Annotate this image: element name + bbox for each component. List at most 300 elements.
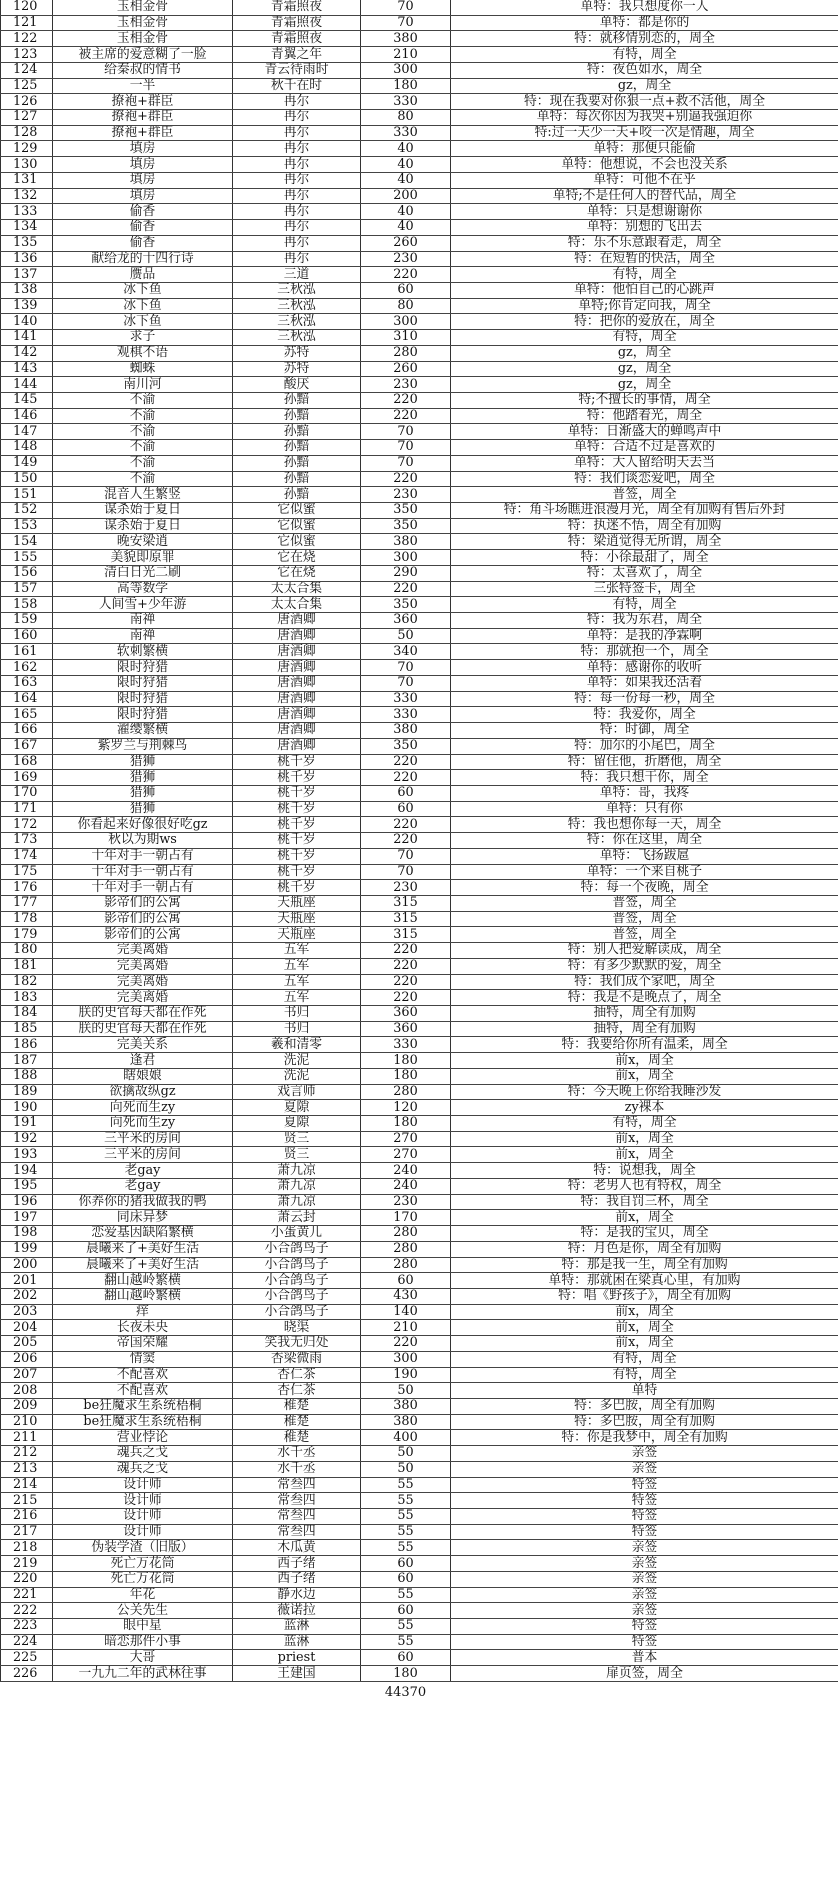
table-row — [1, 1131, 838, 1147]
book-title-cell: 暗恋那件小事 — [53, 1634, 233, 1650]
row-number-cell: 141 — [1, 330, 53, 346]
author-cell: 三秋泓 — [233, 282, 361, 298]
notes-cell: 前x，周全 — [451, 1147, 838, 1163]
row-number-cell: 206 — [1, 1351, 53, 1367]
author-cell: 苏特 — [233, 361, 361, 377]
author-cell: 萧九凉 — [233, 1178, 361, 1194]
table-row — [1, 848, 838, 864]
row-number-cell: 225 — [1, 1650, 53, 1666]
notes-cell: 特：在短暂的快活，周全 — [451, 251, 838, 267]
price-cell: 50 — [361, 628, 451, 644]
notes-cell: 单特：那就困在梁真心里，有加购 — [451, 1273, 838, 1289]
author-cell: 蓝淋 — [233, 1619, 361, 1635]
notes-cell: 单特：他怕自己的心跳声 — [451, 282, 838, 298]
table-row — [1, 1398, 838, 1414]
book-title-cell: 逢君 — [53, 1053, 233, 1069]
table-row — [1, 204, 838, 220]
notes-cell: 特：每一个夜晚，周全 — [451, 880, 838, 896]
notes-cell: 特：是我的宝贝，周全 — [451, 1226, 838, 1242]
row-number-cell: 180 — [1, 943, 53, 959]
table-row — [1, 1006, 838, 1022]
book-title-cell: 十年对手一朝占有 — [53, 848, 233, 864]
author-cell: 酸厌 — [233, 377, 361, 393]
table-row — [1, 754, 838, 770]
row-number-cell: 169 — [1, 770, 53, 786]
notes-cell: 前x，周全 — [451, 1336, 838, 1352]
table-row — [1, 738, 838, 754]
book-title-cell: 献给龙的十四行诗 — [53, 251, 233, 267]
book-title-cell: 赝品 — [53, 267, 233, 283]
price-cell: 190 — [361, 1367, 451, 1383]
table-row — [1, 125, 838, 141]
row-number-cell: 189 — [1, 1084, 53, 1100]
author-cell: 唐酒卿 — [233, 613, 361, 629]
author-cell: 三秋泓 — [233, 314, 361, 330]
price-cell: 70 — [361, 15, 451, 31]
notes-cell: 亲签 — [451, 1556, 838, 1572]
row-number-cell: 199 — [1, 1241, 53, 1257]
table-row — [1, 895, 838, 911]
author-cell: 小合鸽鸟子 — [233, 1304, 361, 1320]
notes-cell: 普签，周全 — [451, 487, 838, 503]
table-row — [1, 251, 838, 267]
price-cell: 60 — [361, 1603, 451, 1619]
price-cell: 230 — [361, 251, 451, 267]
price-cell: 55 — [361, 1509, 451, 1525]
book-title-cell: 填房 — [53, 141, 233, 157]
author-cell: 青霜照夜 — [233, 31, 361, 47]
table-row — [1, 911, 838, 927]
notes-cell: 特：梁逍觉得无所谓，周全 — [451, 534, 838, 550]
row-number-cell: 210 — [1, 1414, 53, 1430]
table-row — [1, 785, 838, 801]
author-cell: 晓渠 — [233, 1320, 361, 1336]
price-cell: 220 — [361, 267, 451, 283]
author-cell: 青云待雨时 — [233, 62, 361, 78]
notes-cell: 单特：只是想谢谢你 — [451, 204, 838, 220]
price-cell: 220 — [361, 754, 451, 770]
author-cell: 常叁四 — [233, 1524, 361, 1540]
notes-cell: 有特，周全 — [451, 267, 838, 283]
notes-cell: 抽特，周全有加购 — [451, 1006, 838, 1022]
table-row — [1, 644, 838, 660]
author-cell: 常叁四 — [233, 1509, 361, 1525]
notes-cell: 单特;不是任何人的替代品，周全 — [451, 188, 838, 204]
table-row — [1, 1037, 838, 1053]
book-title-cell: 填房 — [53, 188, 233, 204]
price-cell: 55 — [361, 1634, 451, 1650]
author-cell: 它似蜜 — [233, 518, 361, 534]
notes-cell: 亲签 — [451, 1461, 838, 1477]
price-cell: 240 — [361, 1178, 451, 1194]
notes-cell: 前x，周全 — [451, 1131, 838, 1147]
author-cell: 天瓶座 — [233, 911, 361, 927]
price-cell: 70 — [361, 440, 451, 456]
table-row — [1, 1367, 838, 1383]
row-number-cell: 202 — [1, 1288, 53, 1304]
book-title-cell: 欲擒故纵gz — [53, 1084, 233, 1100]
book-title-cell: 不配喜欢 — [53, 1367, 233, 1383]
row-number-cell: 172 — [1, 817, 53, 833]
row-number-cell: 166 — [1, 723, 53, 739]
notes-cell: 亲签 — [451, 1446, 838, 1462]
price-cell: 380 — [361, 1398, 451, 1414]
table-row — [1, 1053, 838, 1069]
notes-cell: 单特 — [451, 1383, 838, 1399]
table-row — [1, 1100, 838, 1116]
price-cell: 270 — [361, 1147, 451, 1163]
row-number-cell: 140 — [1, 314, 53, 330]
table-row — [1, 1571, 838, 1587]
author-cell: 桃千岁 — [233, 880, 361, 896]
book-title-cell: 不配喜欢 — [53, 1383, 233, 1399]
price-cell: 50 — [361, 1461, 451, 1477]
book-title-cell: 清白日光二刷 — [53, 565, 233, 581]
row-number-cell: 173 — [1, 833, 53, 849]
table-row — [1, 1336, 838, 1352]
row-number-cell: 164 — [1, 691, 53, 707]
total-row — [1, 1681, 838, 1704]
row-number-cell: 182 — [1, 974, 53, 990]
table-row — [1, 958, 838, 974]
author-cell: 唐酒卿 — [233, 707, 361, 723]
table-row — [1, 1178, 838, 1194]
book-title-cell: 年花 — [53, 1587, 233, 1603]
price-cell: 50 — [361, 1383, 451, 1399]
author-cell: 冉尔 — [233, 125, 361, 141]
notes-cell: 有特，周全 — [451, 597, 838, 613]
book-title-cell: 求子 — [53, 330, 233, 346]
price-cell: 315 — [361, 895, 451, 911]
notes-cell: zy裸本 — [451, 1100, 838, 1116]
table-row — [1, 110, 838, 126]
row-number-cell: 144 — [1, 377, 53, 393]
table-row — [1, 1163, 838, 1179]
author-cell: 冉尔 — [233, 110, 361, 126]
price-cell: 210 — [361, 47, 451, 63]
table-row — [1, 628, 838, 644]
price-cell: 210 — [361, 1320, 451, 1336]
notes-cell: 特：我爱你，周全 — [451, 707, 838, 723]
book-title-cell: 你养你的猪我做我的鸭 — [53, 1194, 233, 1210]
table-body — [1, 0, 838, 1681]
author-cell: 稚楚 — [233, 1414, 361, 1430]
table-row — [1, 1587, 838, 1603]
notes-cell: 单特：可他不在乎 — [451, 172, 838, 188]
price-cell: 380 — [361, 1414, 451, 1430]
author-cell: 书归 — [233, 1021, 361, 1037]
row-number-cell: 148 — [1, 440, 53, 456]
book-title-cell: 晚安梁逍 — [53, 534, 233, 550]
price-cell: 180 — [361, 1666, 451, 1682]
author-cell: 它似蜜 — [233, 534, 361, 550]
notes-cell: 前x，周全 — [451, 1320, 838, 1336]
book-title-cell: 完美离婚 — [53, 958, 233, 974]
book-title-cell: 三平米的房间 — [53, 1147, 233, 1163]
table-row — [1, 1634, 838, 1650]
row-number-cell: 187 — [1, 1053, 53, 1069]
notes-cell: 特：我自罚三杯，周全 — [451, 1194, 838, 1210]
author-cell: 洗泥 — [233, 1068, 361, 1084]
row-number-cell: 168 — [1, 754, 53, 770]
book-title-cell: 猎狮 — [53, 801, 233, 817]
book-title-cell: 大哥 — [53, 1650, 233, 1666]
price-cell: 55 — [361, 1587, 451, 1603]
book-title-cell: 完美离婚 — [53, 990, 233, 1006]
table-row — [1, 1320, 838, 1336]
author-cell: 洗泥 — [233, 1053, 361, 1069]
author-cell: 冉尔 — [233, 141, 361, 157]
price-cell: 220 — [361, 581, 451, 597]
author-cell: 小合鸽鸟子 — [233, 1288, 361, 1304]
price-cell: 180 — [361, 1053, 451, 1069]
book-title-cell: 冰下鱼 — [53, 282, 233, 298]
book-title-cell: 谋杀始于夏日 — [53, 518, 233, 534]
notes-cell: 特：月色是你，周全有加购 — [451, 1241, 838, 1257]
table-row — [1, 1540, 838, 1556]
row-number-cell: 176 — [1, 880, 53, 896]
price-cell: 330 — [361, 691, 451, 707]
author-cell: 小蛋黄儿 — [233, 1226, 361, 1242]
row-number-cell: 185 — [1, 1021, 53, 1037]
book-title-cell: 偷香 — [53, 235, 233, 251]
table-row — [1, 15, 838, 31]
author-cell: 水千丞 — [233, 1446, 361, 1462]
notes-cell: 单特：大人留给明天去当 — [451, 455, 838, 471]
table-row — [1, 1021, 838, 1037]
price-cell: 140 — [361, 1304, 451, 1320]
notes-cell: 特：今天晚上你给我睡沙发 — [451, 1084, 838, 1100]
notes-cell: 前x，周全 — [451, 1210, 838, 1226]
book-title-cell: 偷香 — [53, 204, 233, 220]
table-row — [1, 770, 838, 786]
row-number-cell: 138 — [1, 282, 53, 298]
table-row — [1, 1304, 838, 1320]
notes-cell: 特：我们谈恋爱吧，周全 — [451, 471, 838, 487]
book-title-cell: 猎狮 — [53, 770, 233, 786]
book-title-cell: 南川河 — [53, 377, 233, 393]
author-cell: 桃千岁 — [233, 817, 361, 833]
price-cell: 40 — [361, 220, 451, 236]
row-number-cell: 198 — [1, 1226, 53, 1242]
table-row — [1, 282, 838, 298]
author-cell: 桃千岁 — [233, 833, 361, 849]
row-number-cell: 120 — [1, 0, 53, 15]
row-number-cell: 200 — [1, 1257, 53, 1273]
price-cell: 360 — [361, 1021, 451, 1037]
table-row — [1, 440, 838, 456]
table-row — [1, 172, 838, 188]
author-cell: 孙黯 — [233, 408, 361, 424]
price-cell: 230 — [361, 487, 451, 503]
row-number-cell: 192 — [1, 1131, 53, 1147]
table-row — [1, 550, 838, 566]
notes-cell: 单特：我只想度你一人 — [451, 0, 838, 15]
table-row — [1, 565, 838, 581]
author-cell: 冉尔 — [233, 172, 361, 188]
price-cell: 55 — [361, 1540, 451, 1556]
notes-cell: 单特：他想说，不会也没关系 — [451, 157, 838, 173]
price-cell: 60 — [361, 1273, 451, 1289]
table-row — [1, 723, 838, 739]
price-cell: 220 — [361, 943, 451, 959]
price-cell: 220 — [361, 770, 451, 786]
row-number-cell: 135 — [1, 235, 53, 251]
table-row — [1, 1603, 838, 1619]
book-title-cell: 玉相金骨 — [53, 0, 233, 15]
row-number-cell: 147 — [1, 424, 53, 440]
book-title-cell: 蜘蛛 — [53, 361, 233, 377]
notes-cell: gz，周全 — [451, 345, 838, 361]
notes-cell: 特：多巴胺，周全有加购 — [451, 1398, 838, 1414]
book-title-cell: 谋杀始于夏日 — [53, 503, 233, 519]
notes-cell: 特：小徐最甜了，周全 — [451, 550, 838, 566]
row-number-cell: 127 — [1, 110, 53, 126]
row-number-cell: 151 — [1, 487, 53, 503]
author-cell: 冉尔 — [233, 188, 361, 204]
price-cell: 240 — [361, 1163, 451, 1179]
author-cell: 杏仁茶 — [233, 1367, 361, 1383]
price-cell: 260 — [361, 361, 451, 377]
notes-cell: 特：老男人也有特权，周全 — [451, 1178, 838, 1194]
table-row — [1, 581, 838, 597]
row-number-cell: 226 — [1, 1666, 53, 1682]
table-row — [1, 1226, 838, 1242]
book-title-cell: 营业悖论 — [53, 1430, 233, 1446]
book-title-cell: 不渝 — [53, 424, 233, 440]
price-cell: 380 — [361, 723, 451, 739]
author-cell: 西子绪 — [233, 1556, 361, 1572]
table-row — [1, 377, 838, 393]
table-row — [1, 1116, 838, 1132]
table-row — [1, 471, 838, 487]
price-cell: 220 — [361, 990, 451, 1006]
row-number-cell: 161 — [1, 644, 53, 660]
row-number-cell: 152 — [1, 503, 53, 519]
notes-cell: 特:过一天少一天+咬一次是情趣，周全 — [451, 125, 838, 141]
notes-cell: 特：把你的爱放在，周全 — [451, 314, 838, 330]
table-row — [1, 660, 838, 676]
author-cell: 萧九凉 — [233, 1163, 361, 1179]
author-cell: 唐酒卿 — [233, 691, 361, 707]
notes-cell: 特：我为东君，周全 — [451, 613, 838, 629]
notes-cell: 前x，周全 — [451, 1304, 838, 1320]
price-cell: 60 — [361, 1650, 451, 1666]
book-title-cell: 观棋不语 — [53, 345, 233, 361]
row-number-cell: 149 — [1, 455, 53, 471]
author-cell: 萧九凉 — [233, 1194, 361, 1210]
book-title-cell: 公关先生 — [53, 1603, 233, 1619]
table-row — [1, 597, 838, 613]
table-row — [1, 78, 838, 94]
book-title-cell: 十年对手一朝占有 — [53, 864, 233, 880]
book-title-cell: 不渝 — [53, 471, 233, 487]
book-title-cell: 被主席的爱意糊了一脸 — [53, 47, 233, 63]
author-cell: 冉尔 — [233, 251, 361, 267]
table-row — [1, 1446, 838, 1462]
author-cell: 太太合集 — [233, 581, 361, 597]
book-title-cell: 翻山越岭繁横 — [53, 1273, 233, 1289]
book-title-cell: 长夜未央 — [53, 1320, 233, 1336]
notes-cell: 普签，周全 — [451, 895, 838, 911]
row-number-cell: 213 — [1, 1461, 53, 1477]
author-cell: 萧云封 — [233, 1210, 361, 1226]
author-cell: 木瓜黄 — [233, 1540, 361, 1556]
author-cell: 冉尔 — [233, 220, 361, 236]
row-number-cell: 217 — [1, 1524, 53, 1540]
table-row — [1, 990, 838, 1006]
notes-cell: 单特：都是你的 — [451, 15, 838, 31]
price-cell: 220 — [361, 1336, 451, 1352]
author-cell: 孙黯 — [233, 440, 361, 456]
author-cell: 桃千岁 — [233, 801, 361, 817]
book-title-cell: 填房 — [53, 172, 233, 188]
price-cell: 300 — [361, 1351, 451, 1367]
price-cell: 230 — [361, 880, 451, 896]
book-title-cell: 玉相金骨 — [53, 31, 233, 47]
table-row — [1, 1288, 838, 1304]
row-number-cell: 170 — [1, 785, 53, 801]
row-number-cell: 179 — [1, 927, 53, 943]
author-cell: 冉尔 — [233, 94, 361, 110]
author-cell: 小合鸽鸟子 — [233, 1273, 361, 1289]
table-row — [1, 1241, 838, 1257]
author-cell: 它似蜜 — [233, 503, 361, 519]
table-row — [1, 817, 838, 833]
book-title-cell: 撩袍+群臣 — [53, 110, 233, 126]
book-title-cell: 冰下鱼 — [53, 314, 233, 330]
author-cell: 孙黯 — [233, 424, 361, 440]
price-cell: 170 — [361, 1210, 451, 1226]
book-title-cell: 濯缨繁横 — [53, 723, 233, 739]
author-cell: 薇诺拉 — [233, 1603, 361, 1619]
author-cell: 小合鸽鸟子 — [233, 1257, 361, 1273]
author-cell: 唐酒卿 — [233, 660, 361, 676]
author-cell: 杏仁茶 — [233, 1383, 361, 1399]
row-number-cell: 136 — [1, 251, 53, 267]
notes-cell: 单特：合适不过是喜欢的 — [451, 440, 838, 456]
row-number-cell: 209 — [1, 1398, 53, 1414]
price-cell: 60 — [361, 282, 451, 298]
price-cell: 40 — [361, 157, 451, 173]
author-cell: 王建国 — [233, 1666, 361, 1682]
notes-cell: 特签 — [451, 1524, 838, 1540]
row-number-cell: 142 — [1, 345, 53, 361]
row-number-cell: 204 — [1, 1320, 53, 1336]
notes-cell: 特：我是不是晚点了，周全 — [451, 990, 838, 1006]
table-row — [1, 94, 838, 110]
table-row — [1, 974, 838, 990]
price-cell: 60 — [361, 1556, 451, 1572]
notes-cell: 特：加尔的小尾巴，周全 — [451, 738, 838, 754]
row-number-cell: 125 — [1, 78, 53, 94]
notes-cell: 单特：是我的净霖啊 — [451, 628, 838, 644]
row-number-cell: 219 — [1, 1556, 53, 1572]
notes-cell: 特：那是我一生，周全有加购 — [451, 1257, 838, 1273]
book-title-cell: 设计师 — [53, 1509, 233, 1525]
row-number-cell: 153 — [1, 518, 53, 534]
price-cell: 60 — [361, 785, 451, 801]
row-number-cell: 197 — [1, 1210, 53, 1226]
book-title-cell: 限时狩猎 — [53, 660, 233, 676]
author-cell: 冉尔 — [233, 235, 361, 251]
notes-cell: 特签 — [451, 1634, 838, 1650]
row-number-cell: 158 — [1, 597, 53, 613]
book-title-cell: 同床异梦 — [53, 1210, 233, 1226]
book-title-cell: 痒 — [53, 1304, 233, 1320]
notes-cell: 特：留住他，折磨他，周全 — [451, 754, 838, 770]
notes-cell: 特：有多少默默的爱，周全 — [451, 958, 838, 974]
